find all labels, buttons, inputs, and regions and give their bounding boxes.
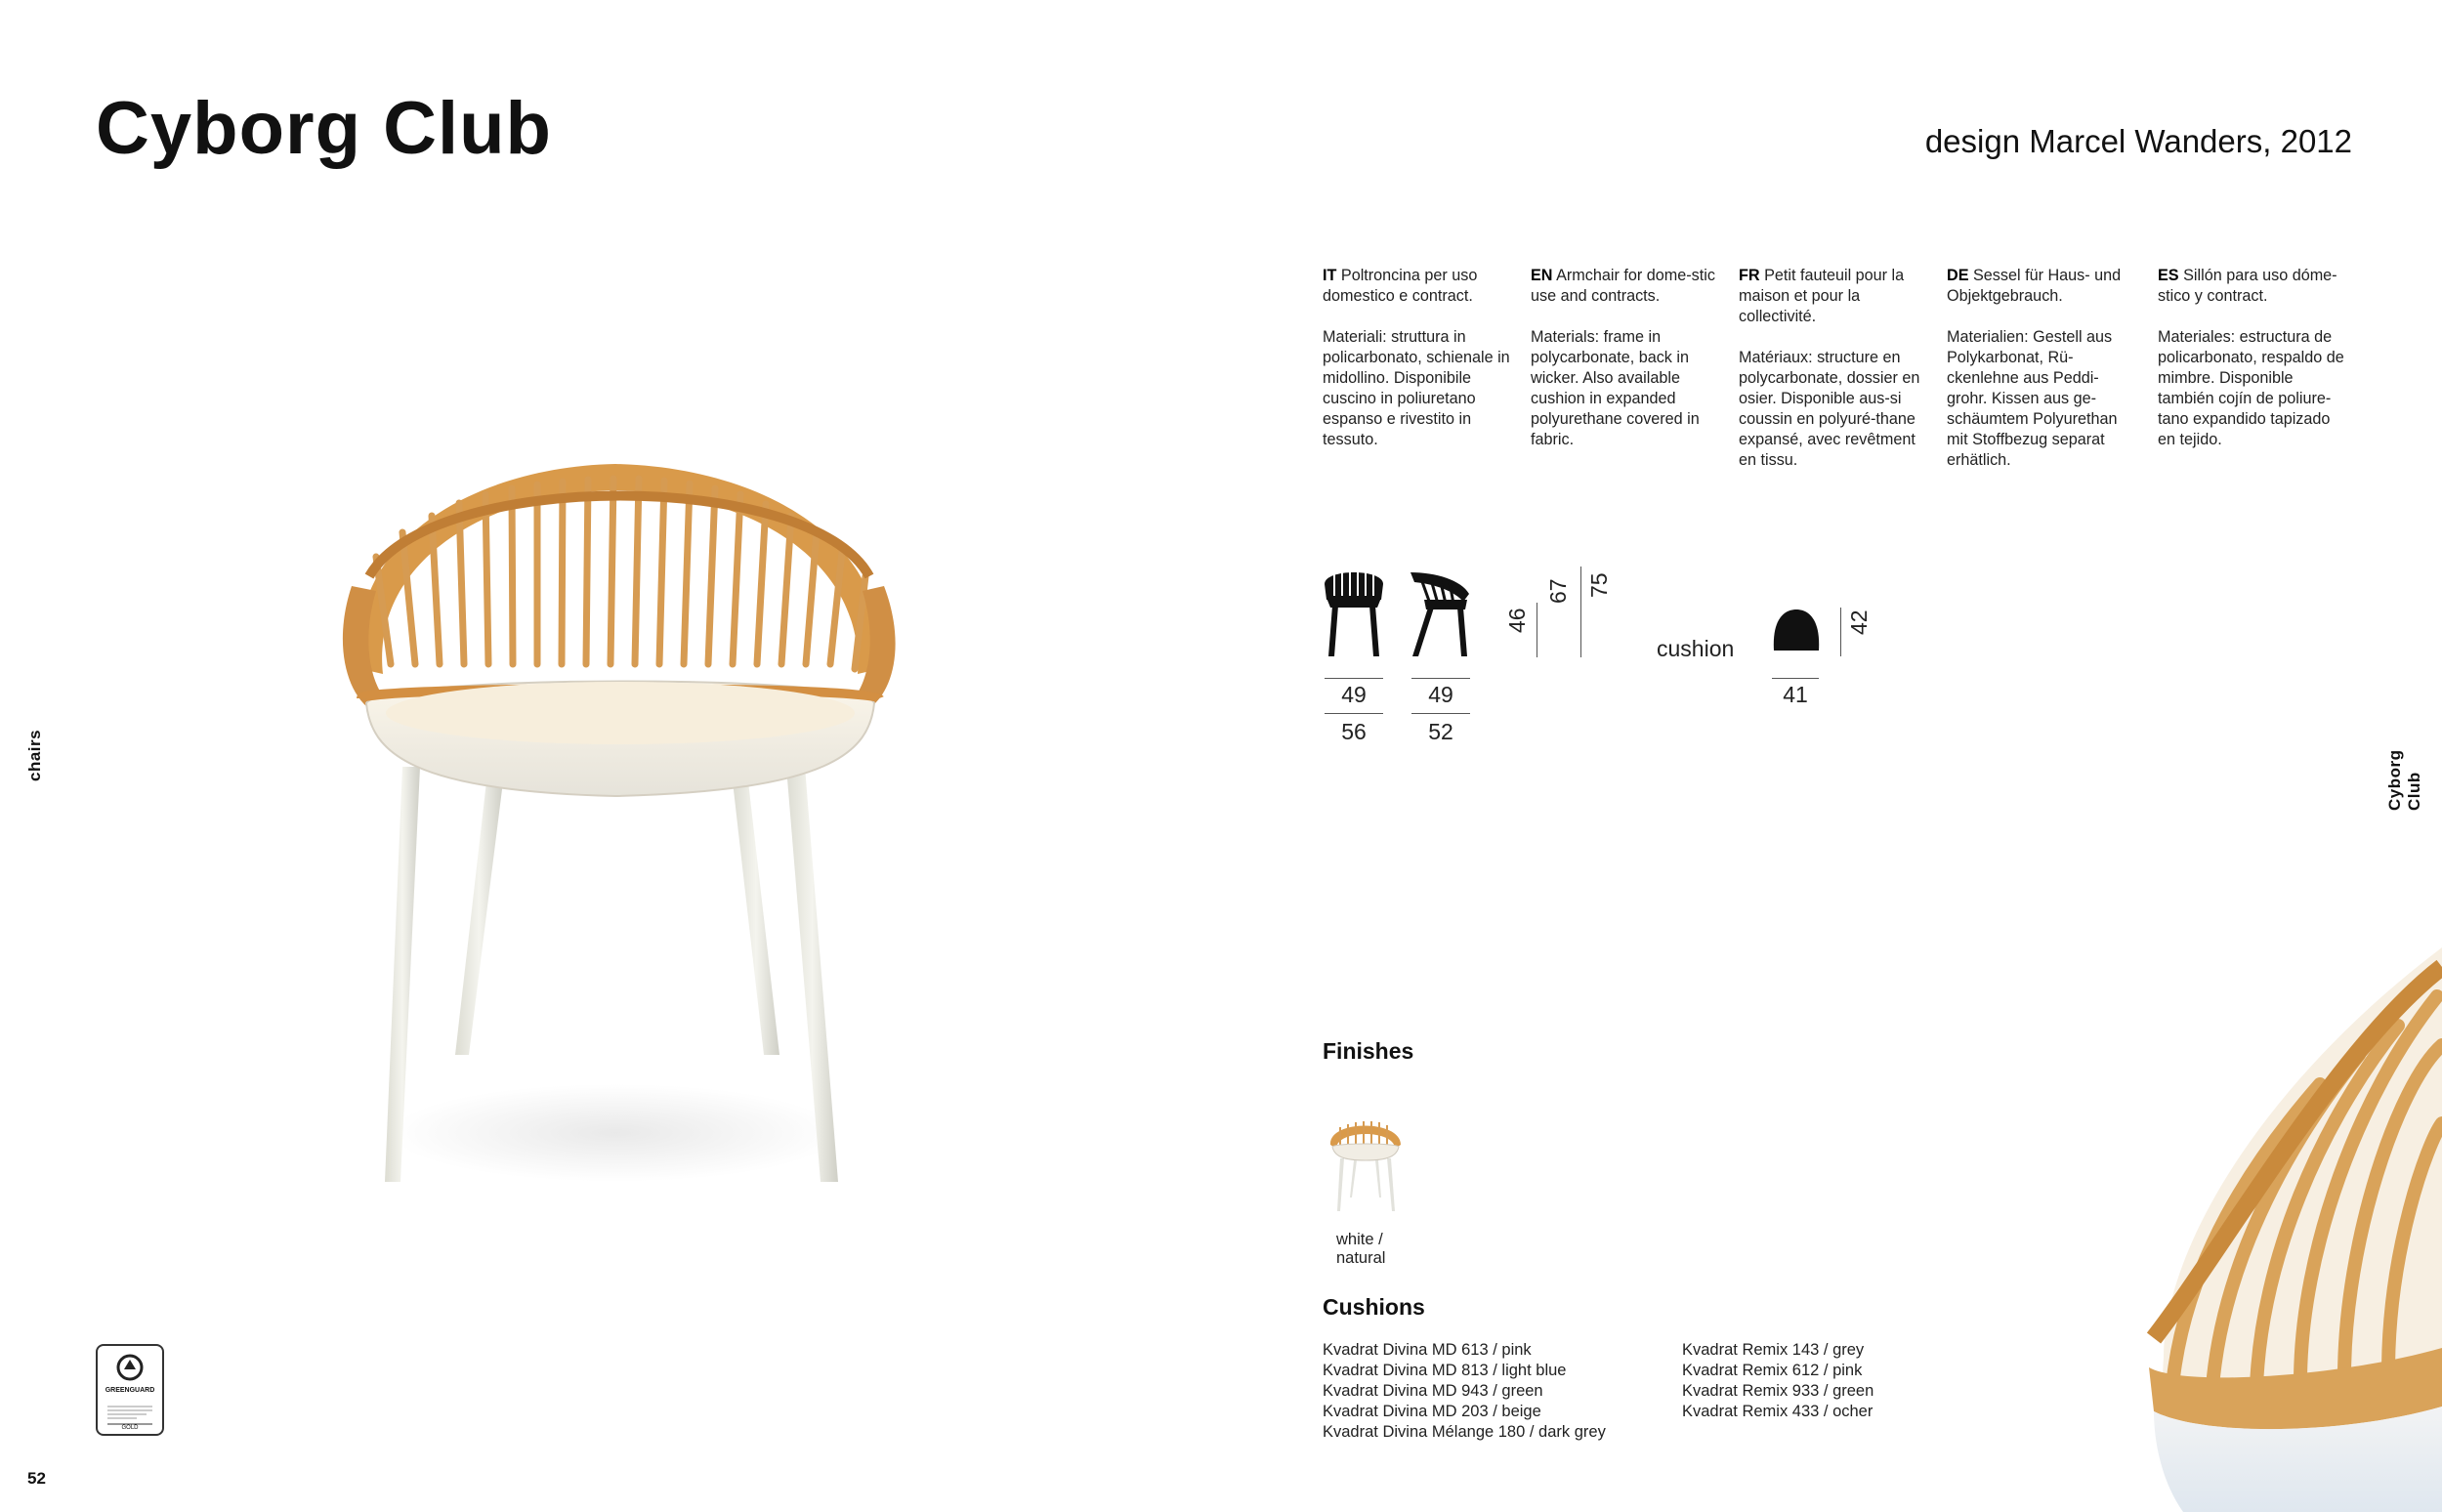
lang-code: IT — [1323, 267, 1337, 284]
lang-code: FR — [1739, 267, 1760, 284]
designer-credit: design Marcel Wanders, 2012 — [1924, 123, 2352, 159]
finish-label-line2: natural — [1336, 1249, 1386, 1267]
greenguard-name: GREENGUARD — [105, 1387, 155, 1394]
description-en — [1531, 266, 1722, 471]
lang-code: EN — [1531, 267, 1553, 284]
description-intro: Sillón para uso dóme-stico y contract. — [2158, 267, 2337, 305]
finishes-heading: Finishes — [1323, 1038, 1414, 1064]
dim-side-width: 49 — [1428, 682, 1453, 707]
dim-cushion-height: 42 — [1846, 609, 1872, 635]
description-it — [1323, 266, 1514, 471]
dim-arm-height: 67 — [1545, 578, 1571, 604]
dim-front-width: 49 — [1341, 682, 1367, 707]
lang-code: ES — [2158, 267, 2179, 284]
description-materials: Materials: frame in polycarbonate, back in wicker. Also available cushion in expanded polyurethane covered in fabric. — [1531, 328, 1700, 448]
cushions-heading: Cushions — [1323, 1294, 1425, 1320]
greenguard-level: GOLD — [121, 1425, 139, 1431]
description-materials: Materiales: estructura de policarbonato, respaldo de mimbre. Disponible también cojín de poliure-tano expandido tapizado en tejido. — [2158, 328, 2344, 448]
cushions-list-remix — [1682, 1340, 1874, 1422]
product-photo-chair — [322, 430, 928, 1201]
dim-cushion-width: 41 — [1783, 682, 1808, 707]
finish-label-line1: white / — [1336, 1231, 1383, 1248]
dim-side-depth: 52 — [1428, 719, 1453, 744]
dim-front-depth: 56 — [1341, 719, 1367, 744]
description-intro: Poltroncina per uso domestico e contract. — [1323, 267, 1478, 305]
detail-photo-chair-back — [2144, 928, 2442, 1512]
list-item: Kvadrat Remix 933 / green — [1682, 1382, 1874, 1400]
finish-label — [1336, 1231, 1385, 1268]
list-item: Kvadrat Divina MD 613 / pink — [1323, 1341, 1532, 1359]
list-item: Kvadrat Remix 143 / grey — [1682, 1341, 1865, 1359]
lang-code: DE — [1947, 267, 1969, 284]
description-materials: Materialien: Gestell aus Polykarbonat, Rü-ckenlehne aus Peddi-grohr. Kissen aus ge-schäumtem Polyurethan mit Stoffbezug separat erhätlich. — [1947, 328, 2118, 469]
description-intro: Petit fauteuil pour la maison et pour la collectivité. — [1739, 267, 1905, 325]
list-item: Kvadrat Divina MD 203 / beige — [1323, 1403, 1541, 1420]
dim-seat-height: 46 — [1504, 608, 1530, 633]
list-item: Kvadrat Remix 612 / pink — [1682, 1362, 1863, 1379]
description-materials: Matériaux: structure en polycarbonate, dossier en osier. Disponible aus-si coussin en polyuré-thane expansé, avec revêtment en tissu. — [1739, 349, 1920, 469]
list-item: Kvadrat Divina MD 813 / light blue — [1323, 1362, 1567, 1379]
section-label-left: chairs — [25, 729, 44, 781]
greenguard-badge — [96, 1344, 164, 1436]
cushion-label: cushion — [1657, 636, 1735, 661]
description-es — [2158, 266, 2349, 471]
cushion-icon — [1772, 608, 1821, 656]
page-number-left: 52 — [27, 1469, 46, 1488]
dim-total-height: 75 — [1586, 572, 1612, 598]
finish-swatch-white-natural — [1326, 1113, 1405, 1217]
description-de — [1947, 266, 2138, 491]
list-item: Kvadrat Divina Mélange 180 / dark grey — [1323, 1423, 1606, 1441]
description-intro: Armchair for dome-stic use and contracts. — [1531, 267, 1715, 305]
list-item: Kvadrat Remix 433 / ocher — [1682, 1403, 1874, 1420]
description-intro: Sessel für Haus- und Objektgebrauch. — [1947, 267, 2122, 305]
page-title: Cyborg Club — [96, 87, 552, 170]
list-item: Kvadrat Divina MD 943 / green — [1323, 1382, 1543, 1400]
description-materials: Materiali: struttura in policarbonato, schienale in midollino. Disponibile cuscino in poliuretano espanso e rivestito in tessuto. — [1323, 328, 1510, 448]
section-label-right: Cyborg Club — [2385, 749, 2423, 811]
chair-side-view-icon — [1407, 567, 1475, 660]
chair-front-view-icon — [1321, 567, 1389, 660]
cushions-list-divina — [1323, 1340, 1606, 1443]
description-fr — [1739, 266, 1930, 491]
